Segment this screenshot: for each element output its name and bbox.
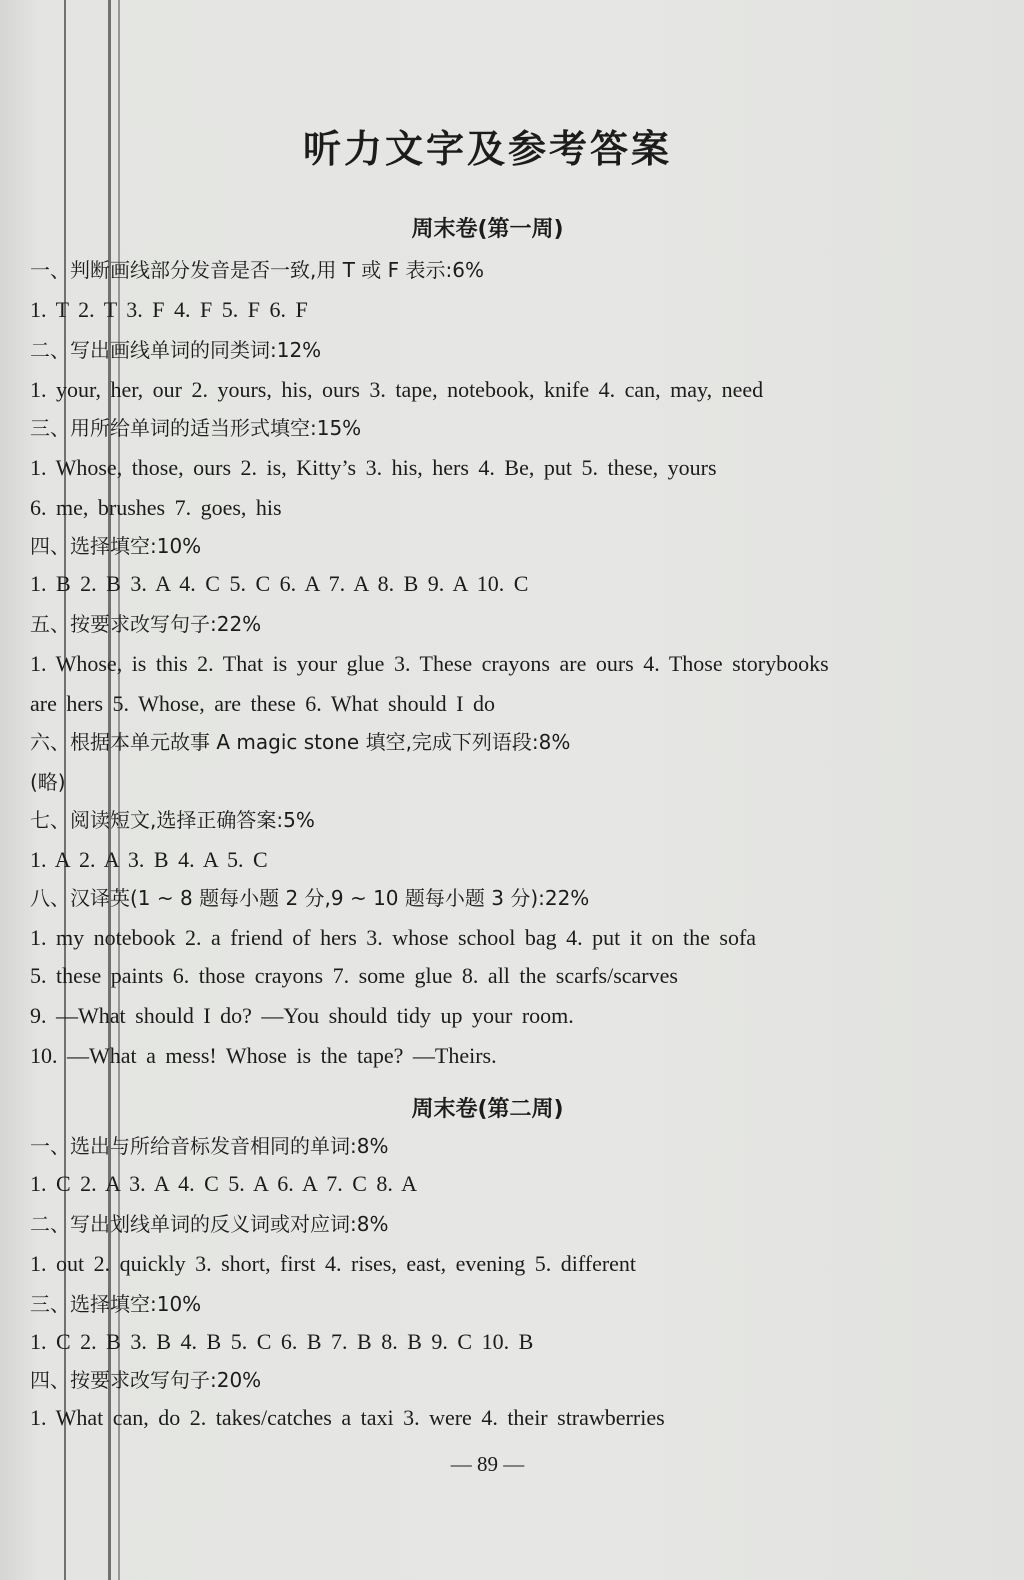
section-heading: 三、用所给单词的适当形式填空:15% [30, 416, 362, 440]
answer-line: 6. me, brushes 7. goes, his [30, 495, 282, 520]
answer-line: 10. —What a mess! Whose is the tape? —Theirs. [30, 1043, 497, 1068]
section-heading: 七、阅读短文,选择正确答案:5% [30, 808, 315, 832]
answer-line: 1. out 2. quickly 3. short, first 4. rises, east, evening 5. different [30, 1251, 637, 1276]
section-heading: 六、根据本单元故事 A magic stone 填空,完成下列语段:8% [30, 730, 571, 754]
section-heading: 一、判断画线部分发音是否一致,用 T 或 F 表示:6% [30, 258, 484, 282]
page-number: — 89 — [450, 1452, 525, 1476]
section-heading: 四、选择填空:10% [30, 534, 202, 558]
section-heading: 四、按要求改写句子:20% [30, 1368, 262, 1392]
section-heading: 二、写出画线单词的同类词:12% [30, 338, 322, 362]
section-heading: 三、选择填空:10% [30, 1292, 202, 1316]
answer-line: 9. —What should I do? —You should tidy up your room. [30, 1003, 574, 1028]
answer-line: 1. T 2. T 3. F 4. F 5. F 6. F [30, 297, 308, 322]
answer-line: 1. B 2. B 3. A 4. C 5. C 6. A 7. A 8. B 9. A 10. C [30, 571, 529, 596]
answer-line: 1. your, her, our 2. yours, his, ours 3. tape, notebook, knife 4. can, may, need [30, 377, 764, 402]
week1-heading: 周末卷(第一周) [411, 217, 564, 242]
answer-line: 5. these paints 6. those crayons 7. some glue 8. all the scarfs/scarves [30, 963, 678, 988]
answer-line: 1. A 2. A 3. B 4. A 5. C [30, 847, 268, 872]
section-heading: 一、选出与所给音标发音相同的单词:8% [30, 1134, 389, 1158]
section-heading: 二、写出划线单词的反义词或对应词:8% [30, 1212, 389, 1236]
week2-heading: 周末卷(第二周) [411, 1097, 564, 1122]
answer-line: (略) [30, 770, 66, 794]
section-heading: 八、汉译英(1 ~ 8 题每小题 2 分,9 ~ 10 题每小题 3 分):22% [30, 886, 590, 910]
answer-line: 1. C 2. B 3. B 4. B 5. C 6. B 7. B 8. B 9. C 10. B [30, 1329, 534, 1354]
answer-line: are hers 5. Whose, are these 6. What should I do [30, 691, 496, 716]
page-title: 听力文字及参考答案 [302, 127, 672, 171]
answer-line: 1. my notebook 2. a friend of hers 3. whose school bag 4. put it on the sofa [30, 925, 757, 950]
answer-line: 1. C 2. A 3. A 4. C 5. A 6. A 7. C 8. A [30, 1171, 418, 1196]
answer-line: 1. Whose, is this 2. That is your glue 3. These crayons are ours 4. Those storybooks [30, 651, 829, 676]
answer-line: 1. Whose, those, ours 2. is, Kitty’s 3. his, hers 4. Be, put 5. these, yours [30, 455, 717, 480]
answer-line: 1. What can, do 2. takes/catches a taxi 3. were 4. their strawberries [30, 1405, 665, 1430]
section-heading: 五、按要求改写句子:22% [30, 612, 262, 636]
